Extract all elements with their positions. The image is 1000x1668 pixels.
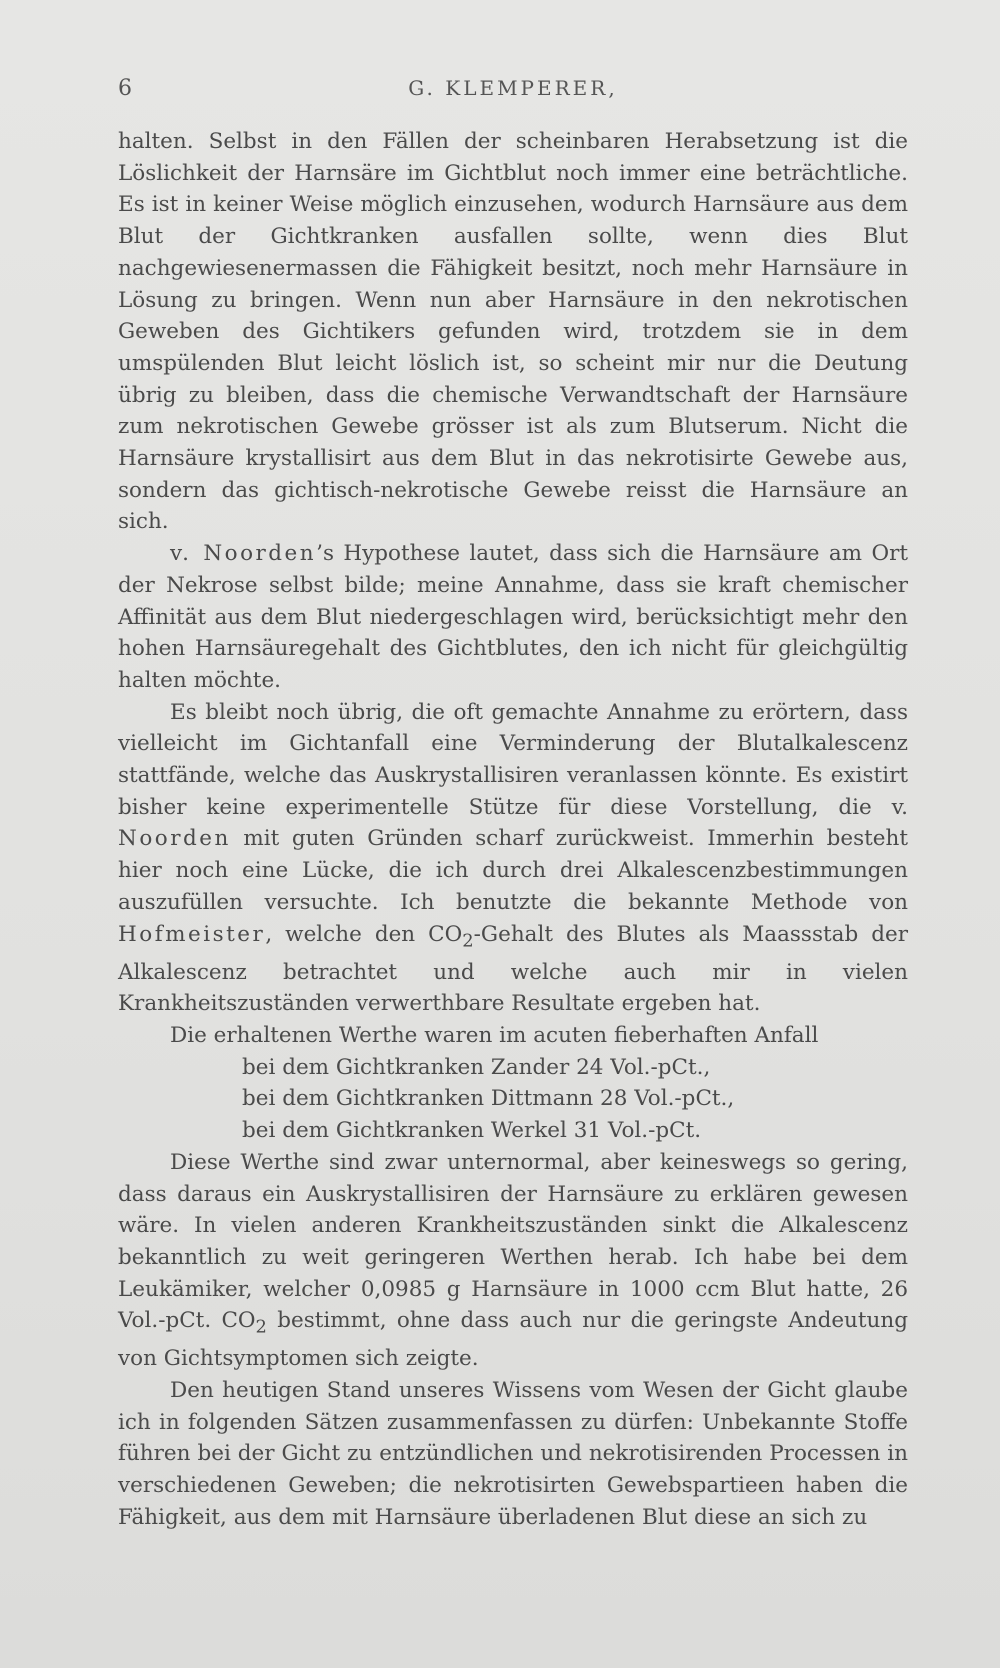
paragraph-3-text-b: mit guten Gründen scharf zurückweist. Immerhin besteht hier noch eine Lücke, die ich durch drei Alkalescenzbestimmungen auszufüllen versuchte. Ich benutzte die bekannte Methode von bbox=[118, 826, 908, 915]
paragraph-5 bbox=[118, 1147, 908, 1375]
subscript: 2 bbox=[462, 929, 474, 951]
paragraph-5-text-a: Diese Werthe sind zwar unternormal, aber keineswegs so gering, dass daraus ein Auskrystallisiren der Harnsäure zu erklären gewesen wäre. In vielen anderen Krankheitszuständen sinkt die Alkalescenz bekanntlich zu weit geringeren Werthen herab. Ich habe bei dem Leukämiker, welcher 0,0985 g Harnsäure in 1000 ccm Blut hatte, 26 Vol.-pCt. CO bbox=[118, 1149, 908, 1334]
paragraph-2 bbox=[118, 538, 908, 697]
paragraph-6: Den heutigen Stand unseres Wissens vom Wesen der Gicht glaube ich in folgenden Sätzen zusammenfassen zu dürfen: Unbekannte Stoffe führen bei der Gicht zu entzündlichen und nekrotisirenden Processen in verschiedenen Geweben; die nekrotisirten Gewebspartieen haben die Fähigkeit, aus dem mit Harnsäure überladenen Blut diese an sich zu bbox=[118, 1378, 908, 1530]
paragraph-5-text-b: bestimmt, ohne dass auch nur die geringste Andeutung von Gichtsymptomen sich zeigte. bbox=[118, 1308, 908, 1372]
paragraph-2-text: ’s Hypothese lautet, dass sich die Harnsäure am Ort der Nekrose selbst bilde; meine Annahme, dass sie kraft chemischer Affinität aus dem Blut niedergeschlagen wird, berücksichtigt mehr den hohen Harnsäuregehalt des Gichtblutes, den ich nicht für gleichgültig halten möchte. bbox=[118, 541, 908, 693]
list-item: bei dem Gichtkranken Werkel 31 Vol.-pCt. bbox=[242, 1118, 702, 1144]
paragraph-4: Die erhaltenen Werthe waren im acuten fieberhaften Anfall bbox=[170, 1022, 819, 1048]
subscript: 2 bbox=[255, 1316, 267, 1338]
paragraph-3-text-d: -Gehalt des Blutes als Maassstab der Alkalescenz betrachtet und welche auch mir in vielen Krankheitszuständen verwerthbare Resultate ergeben hat. bbox=[118, 921, 908, 1017]
author-name: Noorden bbox=[118, 826, 231, 852]
running-head: G. KLEMPERER, bbox=[408, 76, 618, 100]
author-name: v. Noorden bbox=[170, 541, 317, 567]
paragraph-3-text-a: Es bleibt noch übrig, die oft gemachte Annahme zu erörtern, dass vielleicht im Gichtanfall eine Verminderung der Blutalkalescenz stattfände, welche das Auskrystallisiren veranlassen könnte. Es existirt bisher keine experimentelle Stütze für diese Vorstellung, die v. bbox=[118, 699, 908, 820]
paragraph-3-text-c: , welche den CO bbox=[265, 921, 463, 947]
paragraph-1: halten. Selbst in den Fällen der scheinbaren Herabsetzung ist die Löslichkeit der Harnsäre im Gichtblut noch immer eine beträchtliche. Es ist in keiner Weise möglich einzusehen, wodurch Harnsäure aus dem Blut der Gichtkranken ausfallen sollte, wenn dies Blut nachgewiesenermassen die Fähigkeit besitzt, noch mehr Harnsäure in Lösung zu bringen. Wenn nun aber Harnsäure in den nekrotischen Geweben des Gichtikers gefunden wird, trotzdem sie in dem umspülenden Blut leicht löslich ist, so scheint mir nur die Deutung übrig zu bleiben, dass die chemische Verwandtschaft der Harnsäure zum nekrotischen Gewebe grösser ist als zum Blutserum. Nicht die Harnsäure krystallisirt aus dem Blut in das nekrotisirte Gewebe aus, sondern das gichtisch-nekrotische Gewebe reisst die Harnsäure an sich. bbox=[118, 129, 908, 535]
paragraph-3 bbox=[118, 697, 908, 1020]
author-name: Hofmeister bbox=[118, 921, 266, 947]
list-item: bei dem Gichtkranken Zander 24 Vol.-pCt., bbox=[242, 1054, 711, 1080]
page-header bbox=[118, 72, 908, 112]
page-number: 6 bbox=[118, 76, 132, 101]
body-text bbox=[118, 126, 908, 1534]
list-item: bei dem Gichtkranken Dittmann 28 Vol.-pCt., bbox=[242, 1086, 735, 1112]
